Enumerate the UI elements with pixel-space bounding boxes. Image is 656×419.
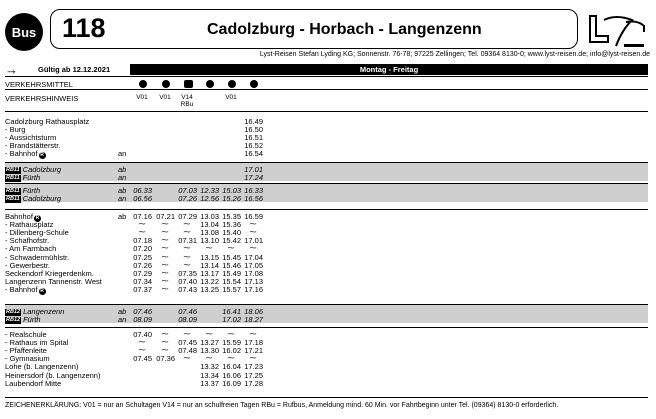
lyst-logo [586,12,648,52]
departure-time: 13.14 [200,260,219,270]
departure-time: 16.51 [244,133,263,143]
departure-time: 08.09 [133,315,152,325]
departure-time: 17.25 [244,370,263,380]
stop-name-text: - Rathausplatz [5,220,54,230]
departure-time: 13.15 [200,252,219,262]
stop-name-text: Bahnhof [5,212,33,221]
departure-time: 16.50 [244,125,263,135]
departure-time: 17.04 [244,252,263,262]
departure-time: 07.21 [156,212,175,221]
arr-dep-tag: ab [118,165,127,174]
departure-time: 13.37 [200,378,219,388]
departure-time: 17.13 [244,276,263,286]
stop-name-text: - Brandstätterstr. [5,141,61,151]
arr-dep-tag: ab [118,186,127,195]
bus-icon [139,80,147,88]
divider [5,111,648,112]
pass-through-icon: ⁓ [205,245,213,253]
departure-time: 15.57 [222,284,241,294]
stop-name-text: Fürth [23,315,41,325]
departure-time: 17.08 [244,268,263,278]
service-code: V14 [181,94,193,101]
departure-time: 12.33 [200,186,219,195]
departure-time: 15.42 [222,236,241,246]
departure-time: 17.24 [244,173,263,183]
stop-name-text: Lohe (b. Langenzenn) [5,362,79,372]
route-title: Cadolzburg - Horbach - Langenzenn [207,21,482,38]
divider [5,76,648,77]
divider [5,162,648,163]
station-icon: R [40,152,44,159]
stop-name-text: - Gewerbestr. [5,260,51,270]
pass-through-icon: ⁓ [161,347,169,355]
pass-through-icon: ⁓ [249,331,257,338]
departure-time: 07.45 [178,338,197,348]
pass-through-icon: ⁓ [249,229,257,237]
legend-footer: ZEICHENERKLÄRUNG: V01 = nur an Schultagen V14 = nur an schulfreien Tagen RBu = Rufbus, Anmeldung mind. 60 Min. vor Fahrtbeginn unter Tel. (09364) 8130-0 erforderlich. [5,402,559,409]
departure-time: 07.34 [133,276,152,286]
rail-connection-band [5,163,648,181]
pass-through-icon: ⁓ [183,355,191,363]
divider [5,304,648,305]
departure-time: 16.56 [244,194,263,204]
departure-time: 16.59 [244,212,263,221]
departure-time: 13.22 [200,276,219,286]
stop-name-text: Seckendorf Kriegerdenkm. [5,268,94,278]
departure-time: 15.49 [222,268,241,278]
arr-dep-tag: an [118,194,127,204]
arr-dep-tag: an [118,315,127,325]
pass-through-icon: ⁓ [183,261,191,269]
departure-time: 16.52 [244,141,263,151]
departure-time: 06.33 [133,186,152,195]
departure-time: 16.41 [222,307,241,316]
service-code-sub: RBu [180,101,194,108]
departure-time: 15.26 [222,194,241,204]
pass-through-icon: ⁓ [161,261,169,269]
bus-icon [228,80,236,88]
line-number: 118 [62,13,106,43]
stop-name-text: Fürth [22,186,41,195]
departure-time: 07.29 [178,212,197,221]
departure-time: 15.03 [222,186,241,195]
bus-icon [250,80,258,88]
stop-name [5,194,61,203]
departure-time: 07.20 [133,244,152,254]
pass-through-icon: ⁓ [138,347,146,355]
departure-time: 16.06 [222,370,241,380]
departure-time: 07.40 [178,276,197,286]
rail-line-badge: RB12 [6,309,21,315]
pass-through-icon: ⁓ [205,331,213,338]
departure-time: 17.05 [244,260,263,270]
stop-name-text: Heinersdorf (b. Langenzenn) [5,370,101,380]
stop-name-text: - Aussichtsturm [5,133,57,143]
departure-time: 15.54 [222,276,241,286]
rail-connection-band [5,305,648,323]
departure-time: 16.02 [222,346,241,356]
stop-name-text: Cadolzburg [22,194,62,204]
departure-time: 07.03 [178,186,197,195]
departure-time: 07.37 [133,284,152,294]
departure-time: 15.40 [222,228,241,238]
pass-through-icon: ⁓ [205,355,213,363]
rail-connection-band [5,184,648,202]
stop-name [5,285,46,295]
departure-time: 17.28 [244,378,263,388]
pass-through-icon: ⁓ [138,221,146,229]
pass-through-icon: ⁓ [183,229,191,237]
stop-name [5,173,40,182]
departure-time: 07.26 [178,194,197,204]
stop-name [5,315,41,324]
departure-time: 15.36 [222,220,241,230]
departure-time: 17.02 [222,315,241,325]
departure-time: 13.04 [200,220,219,230]
pass-through-icon: ⁓ [227,331,235,338]
pass-through-icon: ⁓ [183,331,191,338]
mode-label: VERKEHRSMITTEL [5,80,73,89]
stop-name-text: - Rathaus im Spital [5,338,69,348]
departure-time: 18.27 [244,315,263,325]
arr-dep-tag: ab [118,212,127,221]
departure-time: 13.30 [200,346,219,356]
rail-line-badge: RB11 [6,167,20,173]
departure-time: 13.03 [200,212,219,221]
stop-name-text: Laubendorf Mitte [5,378,62,388]
stop-name-text: - Gymnasium [5,354,50,364]
pass-through-icon: ⁓ [161,269,169,277]
pass-through-icon: ⁓ [249,221,257,229]
arr-dep-tag: ab [118,307,127,316]
pass-through-icon: ⁓ [249,245,257,253]
divider [5,397,648,398]
departure-time: 13.17 [200,268,219,278]
departure-time: 12.56 [200,194,219,204]
departure-time: 07.18 [133,236,152,246]
pass-through-icon: ⁓ [183,245,191,253]
stop-name-text: - Pfaffenleite [5,346,47,356]
pass-through-icon: ⁓ [183,253,191,261]
bus-icon [162,80,170,88]
stop-name-text: - Schwadermühlstr. [5,252,70,262]
departure-time: 17.01 [244,236,263,246]
divider [5,183,648,184]
departure-time: 07.26 [133,260,152,270]
departure-time: 13.10 [200,236,219,246]
departure-time: 06.56 [133,194,152,204]
departure-time: 07.40 [133,330,152,339]
stop-name-text: Langenzenn Tannenstr. West [5,276,102,286]
departure-time: 16.33 [244,186,263,195]
bus-badge: Bus [5,13,43,51]
arr-dep-tag: an [118,149,127,159]
pass-through-icon: ⁓ [161,229,169,237]
service-code: V01 [136,94,148,101]
stop-name-text: - Bahnhof [5,149,38,159]
stop-name-text: - Burg [5,125,26,135]
pass-through-icon: ⁓ [161,331,169,338]
stop-name-text: - Am Farmbach [5,244,57,254]
service-code: V01 [159,94,171,101]
divider [5,327,648,328]
stop-name-text: - Realschule [5,330,47,339]
departure-time: 17.21 [244,346,263,356]
departure-time: 17.18 [244,338,263,348]
stop-name-text: - Dillenberg-Schule [5,228,69,238]
departure-time: 07.31 [178,236,197,246]
departure-time: 08.09 [178,315,197,325]
departure-time: 17.01 [244,165,263,174]
departure-time: 16.49 [244,117,263,126]
departure-time: 13.32 [200,362,219,372]
departure-time: 15.59 [222,338,241,348]
pass-through-icon: ⁓ [138,229,146,237]
validity-date: Gültig ab 12.12.2021 [38,65,111,74]
departure-time: 17.23 [244,362,263,372]
departure-time: 07.43 [178,284,197,294]
departure-time: 07.25 [133,252,152,262]
departure-time: 07.36 [156,354,175,364]
departure-time: 07.48 [178,346,197,356]
departure-time: 07.46 [133,307,152,316]
pass-through-icon: ⁓ [161,245,169,253]
stop-name-text: Cadolzburg Rathausplatz [5,117,90,126]
stop-name [5,149,46,159]
departure-time: 18.06 [244,307,263,316]
rail-line-badge: RB12 [6,317,21,324]
operator-info: Lyst-Reisen Stefan Lyding KG; Sonnenstr. 76-78; 97225 Zellingen; Tel. 09364 8130-0; www.lyst-reisen.de; info@lyst-reisen.de [259,51,650,58]
stop-name-text: Cadolzburg [22,165,62,174]
departure-time: 07.29 [133,268,152,278]
rufbus-icon [184,80,193,88]
pass-through-icon: ⁓ [249,355,257,363]
departure-time: 16.54 [244,149,263,159]
departure-time: 13.08 [200,228,219,238]
service-code: V01 [225,94,237,101]
departure-time: 13.27 [200,338,219,348]
days-bar: Montag - Freitag [130,64,648,75]
departure-time: 15.46 [222,260,241,270]
divider [5,209,648,210]
departure-time: 07.35 [178,268,197,278]
bus-icon [206,80,214,88]
departure-time: 07.45 [133,354,152,364]
stop-name-text: Langenzenn [23,307,65,316]
rail-line-badge: RB11 [6,175,20,182]
pass-through-icon: ⁓ [161,285,169,293]
pass-through-icon: ⁓ [227,355,235,363]
departure-time: 13.25 [200,284,219,294]
departure-time: 16.04 [222,362,241,372]
stop-name-text: Fürth [22,173,41,183]
pass-through-icon: ⁓ [161,237,169,245]
departure-time: 13.34 [200,370,219,380]
rail-line-badge: RB11 [6,196,20,203]
departure-time: 15.35 [222,212,241,221]
stop-name [5,379,61,388]
station-icon: R [35,215,40,221]
departure-time: 16.09 [222,378,241,388]
departure-time: 15.45 [222,252,241,262]
stop-name-text: - Schafhofstr. [5,236,50,246]
notes-label: VERKEHRSHINWEIS [5,94,79,103]
pass-through-icon: ⁓ [161,339,169,347]
pass-through-icon: ⁓ [183,221,191,229]
direction-arrow-icon: → [5,62,18,77]
stop-name-text: - Bahnhof [5,284,38,294]
pass-through-icon: ⁓ [161,277,169,285]
arr-dep-tag: an [118,173,127,183]
departure-time: 07.46 [178,307,197,316]
rail-line-badge: RB11 [6,188,20,194]
pass-through-icon: ⁓ [161,221,169,229]
departure-time: 17.16 [244,284,263,294]
pass-through-icon: ⁓ [138,339,146,347]
station-icon: R [40,287,44,294]
departure-time: 07.16 [133,212,152,221]
divider [5,89,648,90]
pass-through-icon: ⁓ [161,253,169,261]
pass-through-icon: ⁓ [227,245,235,253]
